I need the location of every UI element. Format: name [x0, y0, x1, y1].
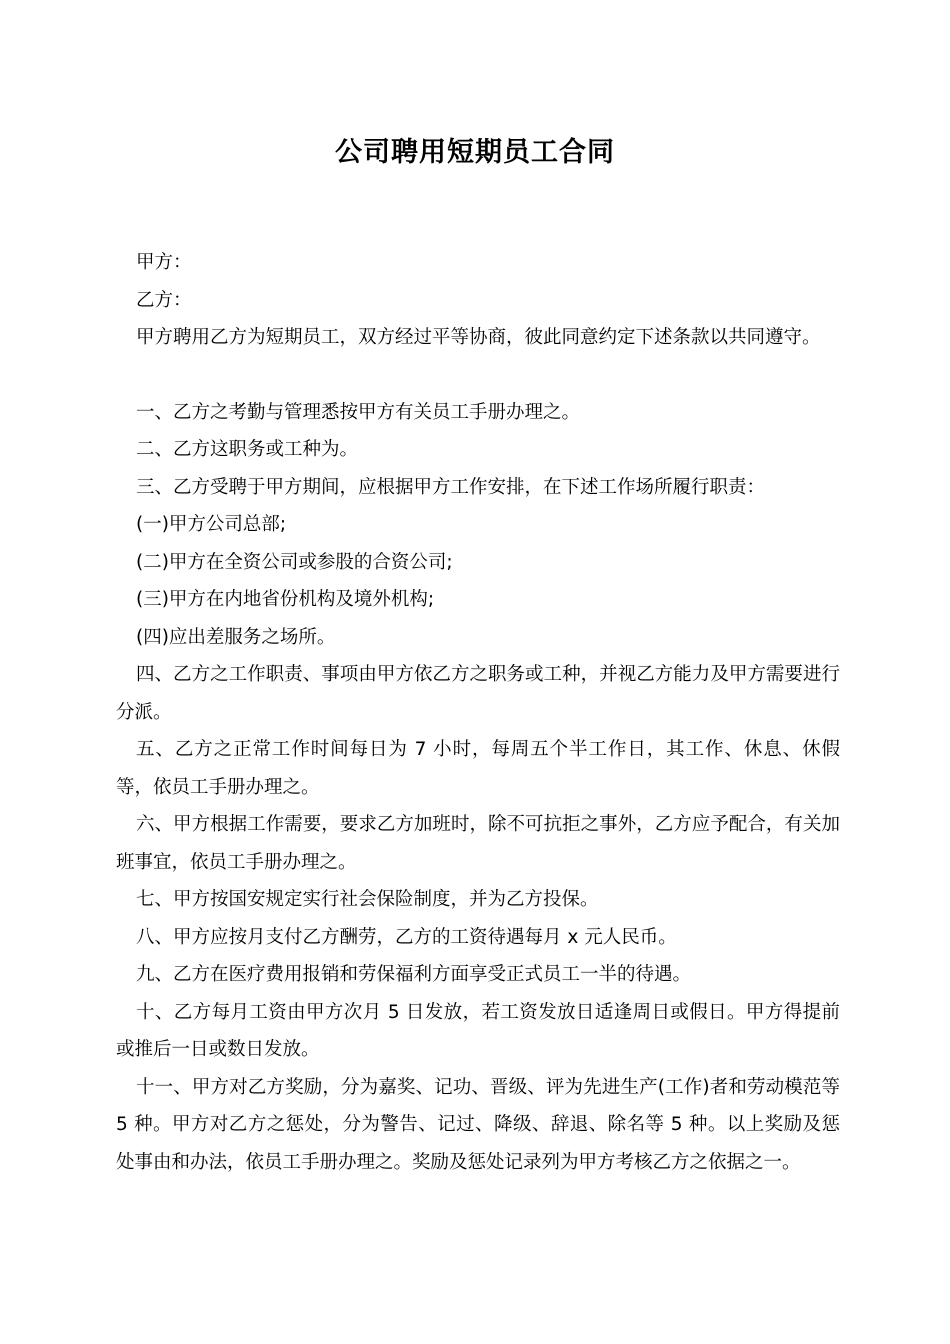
clause-8: 八、甲方应按月支付乙方酬劳，乙方的工资待遇每月 x 元人民币。 — [136, 926, 677, 948]
clause-3-item-2: (二)甲方在全资公司或参股的合资公司; — [136, 551, 453, 573]
clause-7: 七、甲方按国安规定实行社会保险制度，并为乙方投保。 — [136, 889, 599, 910]
clause-9: 九、乙方在医疗费用报销和劳保福利方面享受正式员工一半的待遇。 — [136, 964, 692, 985]
clause-10: 十、乙方每月工资由甲方次月 5 日发放，若工资发放日适逢周日或假日。甲方得提前或推后一日或数日发放。 — [116, 1001, 840, 1060]
clause-3-item-4: (四)应出差服务之场所。 — [136, 626, 336, 648]
clause-6: 六、甲方根据工作需要，要求乙方加班时，除不可抗拒之事外，乙方应予配合，有关加班事宜，依员工手册办理之。 — [116, 814, 840, 873]
party-a-line: 甲方： — [136, 252, 192, 273]
clause-5: 五、乙方之正常工作时间每日为 7 小时，每周五个半工作日，其工作、休息、休假等，依员工手册办理之。 — [116, 739, 840, 798]
clause-3-item-1: (一)甲方公司总部; — [136, 514, 287, 535]
document-title: 公司聘用短期员工合同 — [335, 137, 615, 168]
clause-3-item-3: (三)甲方在内地省份机构及境外机构; — [136, 589, 435, 610]
clause-3: 三、乙方受聘于甲方期间，应根据甲方工作安排，在下述工作场所履行职责： — [136, 476, 766, 498]
document-body — [116, 244, 840, 1181]
clause-11: 十一、甲方对乙方奖励，分为嘉奖、记功、晋级、评为先进生产(工作)者和劳动模范等 5 种。甲方对乙方之惩处，分为警告、记过、降级、辞退、除名等 5 种。以上奖励及惩处事由和办法，依员工手册办理之。奖励及惩处记录列为甲方考核乙方之依据之一。 — [116, 1076, 840, 1173]
clause-2: 二、乙方这职务或工种为。 — [136, 439, 359, 460]
intro-paragraph: 甲方聘用乙方为短期员工，双方经过平等协商，彼此同意约定下述条款以共同遵守。 — [136, 327, 821, 348]
clause-1: 一、乙方之考勤与管理悉按甲方有关员工手册办理之。 — [136, 401, 581, 423]
clause-4: 四、乙方之工作职责、事项由甲方依乙方之职务或工种，并视乙方能力及甲方需要进行分派。 — [116, 664, 840, 723]
party-b-line: 乙方： — [136, 289, 192, 311]
